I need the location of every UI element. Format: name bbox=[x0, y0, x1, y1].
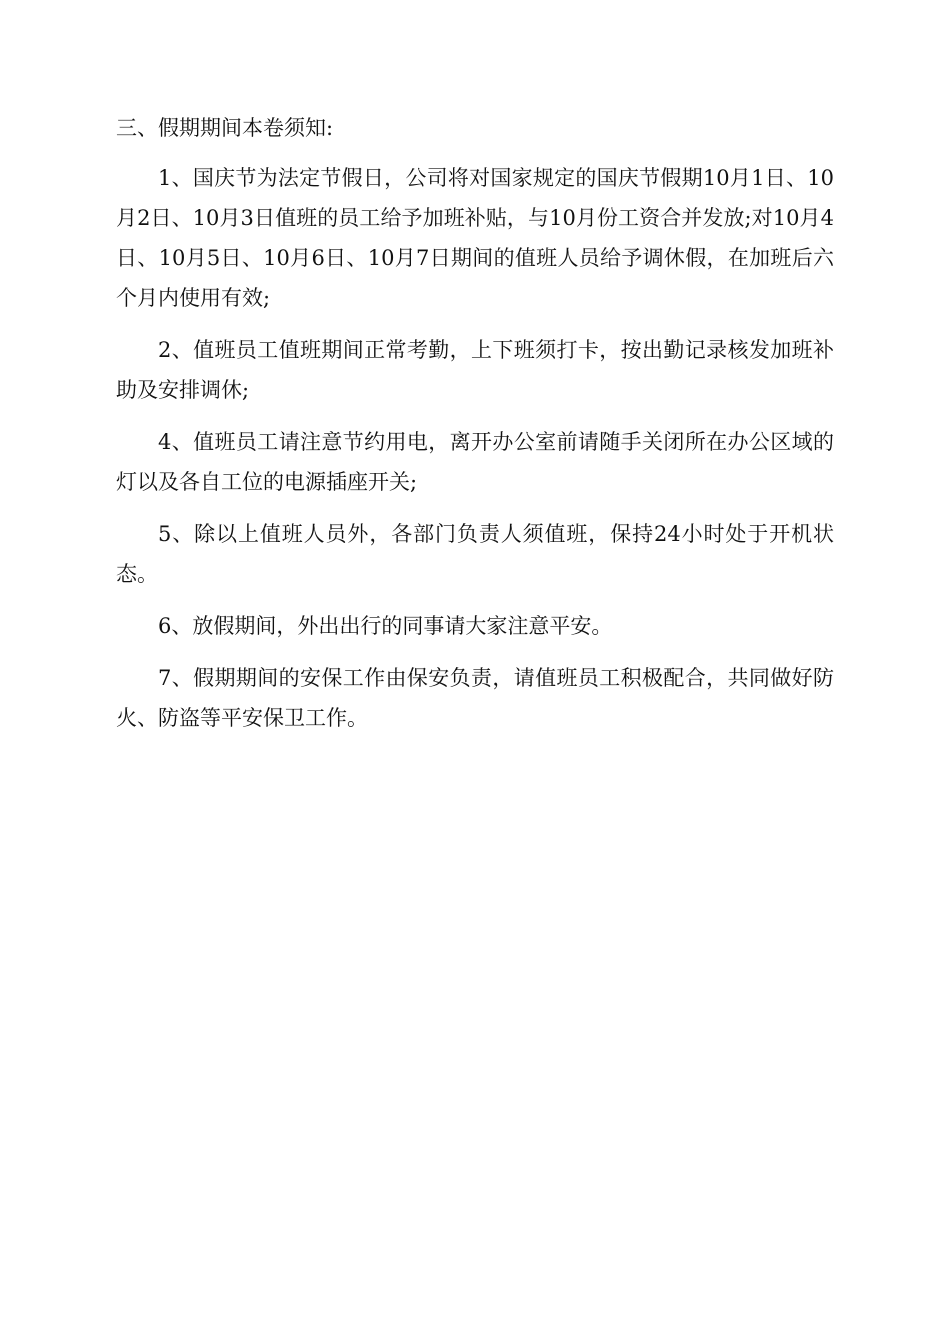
section-heading: 三、假期期间本卷须知: bbox=[116, 116, 334, 140]
notice-item-7: 7、假期期间的安保工作由保安负责，请值班员工积极配合，共同做好防火、防盗等平安保卫工作。 bbox=[116, 666, 834, 730]
document-page bbox=[116, 108, 834, 750]
notice-item-5: 5、除以上值班人员外，各部门负责人须值班，保持24小时处于开机状态。 bbox=[116, 522, 834, 586]
notice-item-2: 2、值班员工值班期间正常考勤，上下班须打卡，按出勤记录核发加班补助及安排调休; bbox=[116, 338, 834, 402]
notice-item-1: 1、国庆节为法定节假日，公司将对国家规定的国庆节假期10月1日、10月2日、10月3日值班的员工给予加班补贴，与10月份工资合并发放;对10月4日、10月5日、10月6日、10月7日期间的值班人员给予调休假，在加班后六个月内使用有效; bbox=[116, 166, 834, 310]
notice-item-4: 4、值班员工请注意节约用电，离开办公室前请随手关闭所在办公区域的灯以及各自工位的电源插座开关; bbox=[116, 430, 834, 494]
notice-item-6: 6、放假期间，外出出行的同事请大家注意平安。 bbox=[158, 614, 613, 638]
